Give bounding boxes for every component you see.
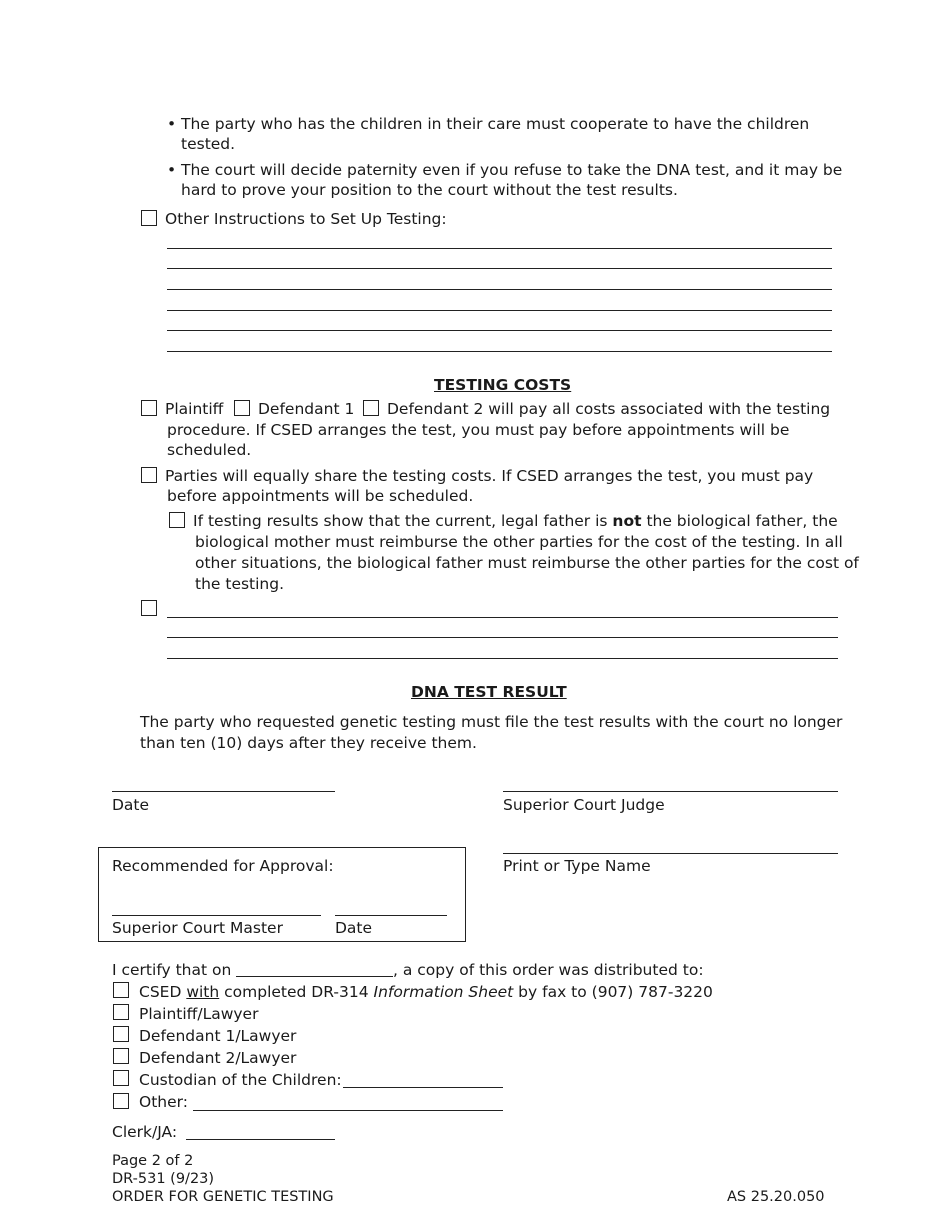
csed-post: by fax to (907) 787-3220 bbox=[513, 983, 713, 1001]
plaintiff-pays-checkbox[interactable] bbox=[141, 400, 157, 416]
bullet-marker: • bbox=[167, 115, 177, 133]
csed-label bbox=[139, 982, 713, 1002]
instructions-line[interactable] bbox=[167, 330, 832, 331]
custodian-label: Custodian of the Children: bbox=[139, 1071, 342, 1089]
judge-signature-line[interactable] bbox=[503, 791, 838, 792]
reimburse-line1-post: the biological father, the bbox=[641, 512, 838, 530]
plaintiff-label: Plaintiff bbox=[165, 400, 224, 418]
csed-with: with bbox=[186, 983, 220, 1001]
judge-label: Superior Court Judge bbox=[503, 796, 665, 814]
instructions-line[interactable] bbox=[167, 248, 832, 249]
bullet1-line2: tested. bbox=[181, 135, 236, 153]
certify-pre: I certify that on bbox=[112, 961, 232, 979]
custodian-line[interactable] bbox=[343, 1087, 503, 1088]
other-recipient-label: Other: bbox=[139, 1093, 188, 1111]
dna-result-line1: The party who requested genetic testing must file the test results with the court no longer bbox=[140, 713, 843, 731]
reimburse-not-emphasis: not bbox=[612, 512, 642, 530]
defendant1-label: Defendant 1 bbox=[258, 400, 355, 418]
custodian-checkbox[interactable] bbox=[113, 1070, 129, 1086]
print-name-label: Print or Type Name bbox=[503, 857, 651, 875]
share-line2: before appointments will be scheduled. bbox=[167, 487, 474, 505]
defendant2-pays-text: Defendant 2 will pay all costs associated with the testing bbox=[387, 400, 831, 418]
csed-checkbox[interactable] bbox=[113, 982, 129, 998]
date-label: Date bbox=[112, 796, 150, 814]
share-costs-checkbox[interactable] bbox=[141, 467, 157, 483]
instructions-line[interactable] bbox=[167, 351, 832, 352]
other-recipient-line[interactable] bbox=[193, 1110, 503, 1111]
other-cost-checkbox[interactable] bbox=[141, 600, 157, 616]
bullet1-line1: The party who has the children in their care must cooperate to have the children bbox=[181, 115, 810, 133]
csed-info-sheet: Information Sheet bbox=[373, 983, 514, 1001]
statute-reference: AS 25.20.050 bbox=[727, 1189, 825, 1205]
dna-result-line2: than ten (10) days after they receive them. bbox=[140, 734, 477, 752]
defendant2-lawyer-label: Defendant 2/Lawyer bbox=[139, 1049, 297, 1067]
master-date-label: Date bbox=[335, 919, 373, 937]
testing-costs-heading: TESTING COSTS bbox=[434, 376, 572, 394]
form-number: DR-531 (9/23) bbox=[112, 1171, 215, 1187]
plaintiff-lawyer-checkbox[interactable] bbox=[113, 1004, 129, 1020]
defendant2-pays-checkbox[interactable] bbox=[363, 400, 379, 416]
reimburse-line1 bbox=[193, 511, 838, 531]
defendant2-lawyer-checkbox[interactable] bbox=[113, 1048, 129, 1064]
pay-line3: scheduled. bbox=[167, 441, 252, 459]
other-instructions-checkbox[interactable] bbox=[141, 210, 157, 226]
other-cost-line[interactable] bbox=[167, 637, 838, 638]
date-signature-line[interactable] bbox=[112, 791, 335, 792]
defendant1-pays-checkbox[interactable] bbox=[234, 400, 250, 416]
master-label: Superior Court Master bbox=[112, 919, 283, 937]
page-number: Page 2 of 2 bbox=[112, 1153, 194, 1169]
certify-post: , a copy of this order was distributed to: bbox=[393, 961, 704, 979]
reimburse-line4: the testing. bbox=[195, 575, 285, 593]
form-title: ORDER FOR GENETIC TESTING bbox=[112, 1189, 334, 1205]
clerk-label: Clerk/JA: bbox=[112, 1123, 178, 1141]
master-date-line[interactable] bbox=[335, 915, 447, 916]
share-line1: Parties will equally share the testing costs. If CSED arranges the test, you must pay bbox=[165, 467, 814, 485]
instructions-line[interactable] bbox=[167, 310, 832, 311]
reimburse-line3: other situations, the biological father must reimburse the other parties for the cost of bbox=[195, 554, 859, 572]
instructions-line[interactable] bbox=[167, 289, 832, 290]
csed-mid: completed DR-314 bbox=[219, 983, 374, 1001]
other-cost-line[interactable] bbox=[167, 658, 838, 659]
defendant1-lawyer-checkbox[interactable] bbox=[113, 1026, 129, 1042]
master-signature-line[interactable] bbox=[112, 915, 321, 916]
reimburse-checkbox[interactable] bbox=[169, 512, 185, 528]
bullet2-line1: The court will decide paternity even if you refuse to take the DNA test, and it may be bbox=[181, 161, 843, 179]
reimburse-line2: biological mother must reimburse the other parties for the cost of the testing. In all bbox=[195, 533, 843, 551]
plaintiff-lawyer-label: Plaintiff/Lawyer bbox=[139, 1005, 259, 1023]
other-instructions-label: Other Instructions to Set Up Testing: bbox=[165, 210, 447, 228]
dna-result-heading: DNA TEST RESULT bbox=[411, 683, 567, 701]
other-cost-line[interactable] bbox=[167, 617, 838, 618]
print-name-line[interactable] bbox=[503, 853, 838, 854]
bullet-marker: • bbox=[167, 161, 177, 179]
other-recipient-checkbox[interactable] bbox=[113, 1093, 129, 1109]
csed-pre: CSED bbox=[139, 983, 187, 1001]
instructions-line[interactable] bbox=[167, 268, 832, 269]
clerk-line[interactable] bbox=[186, 1139, 335, 1140]
defendant1-lawyer-label: Defendant 1/Lawyer bbox=[139, 1027, 297, 1045]
pay-line2: procedure. If CSED arranges the test, you must pay before appointments will be bbox=[167, 421, 790, 439]
certify-date-line[interactable] bbox=[236, 976, 393, 977]
recommended-label: Recommended for Approval: bbox=[112, 857, 334, 875]
bullet2-line2: hard to prove your position to the court without the test results. bbox=[181, 181, 678, 199]
reimburse-line1-pre: If testing results show that the current, legal father is bbox=[193, 512, 613, 530]
